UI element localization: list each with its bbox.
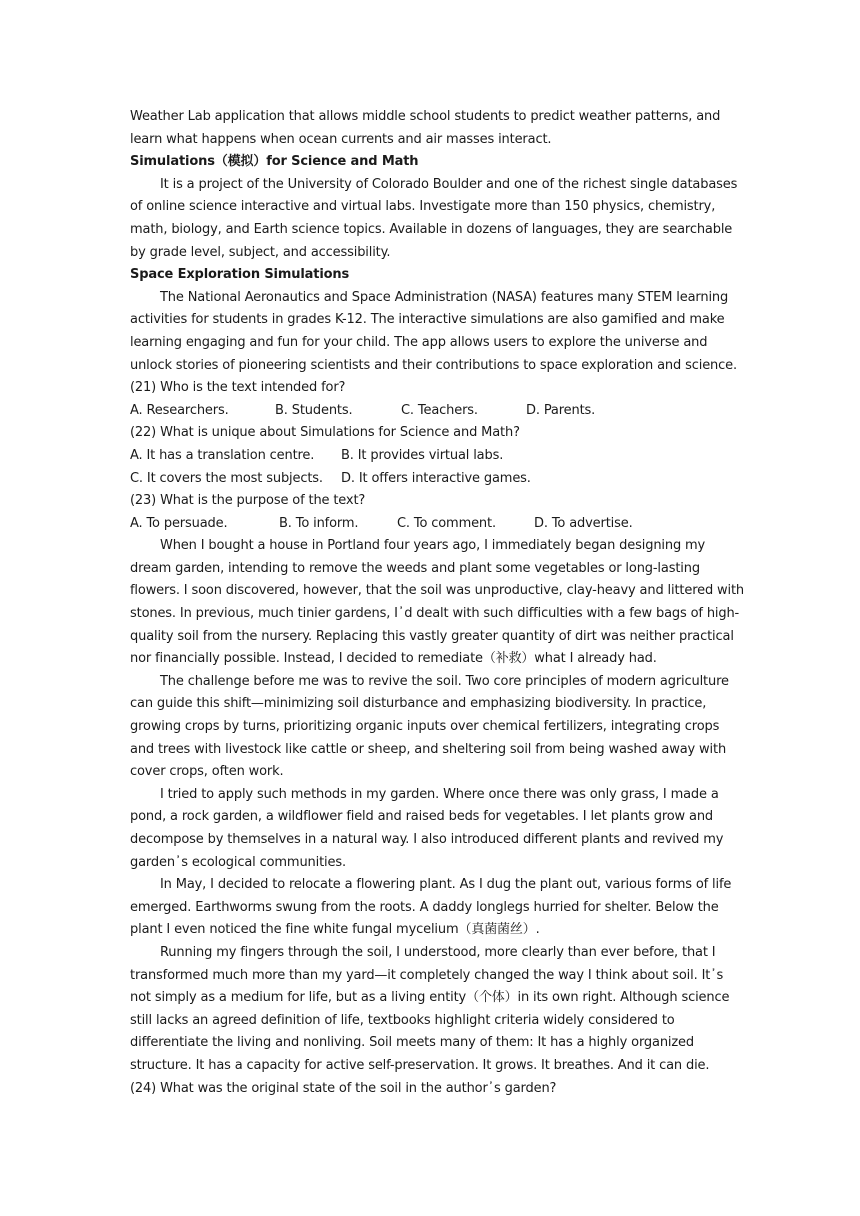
section-heading-space: Space Exploration Simulations	[130, 267, 350, 283]
question-21-options	[130, 400, 734, 423]
option-c: C. To comment.	[397, 515, 496, 531]
paragraph-1-line: quality soil from the nursery. Replacing this vastly greater quantity of dirt was neither practical	[130, 628, 734, 644]
paragraph-5-line: Running my fingers through the soil, I understood, more clearly than ever before, that I	[160, 944, 716, 960]
paragraph-2-line: cover crops, often work.	[130, 764, 284, 780]
paragraph-1-line: nor financially possible. Instead, I decided to remediate（补救）what I already had.	[130, 651, 657, 667]
paragraph-2-line: The challenge before me was to revive the soil. Two core principles of modern agriculture	[160, 673, 729, 689]
question-21: (21) Who is the text intended for?	[130, 380, 346, 396]
option-d: D. It offers interactive games.	[341, 470, 531, 486]
sim-para-line: of online science interactive and virtual labs. Investigate more than 150 physics, chemistry,	[130, 199, 716, 215]
option-b: B. It provides virtual labs.	[341, 447, 504, 463]
sim-para-line: by grade level, subject, and accessibility.	[130, 244, 391, 260]
question-23: (23) What is the purpose of the text?	[130, 493, 366, 509]
option-a: A. Researchers.	[130, 402, 229, 418]
paragraph-2-line: and trees with livestock like cattle or sheep, and sheltering soil from being washed away with	[130, 741, 727, 757]
paragraph-1-line: stones. In previous, much tinier gardens, I᾿d dealt with such difficulties with a few bags of high-	[130, 606, 740, 622]
sim-para-line: math, biology, and Earth science topics. Available in dozens of languages, they are searchable	[130, 221, 733, 237]
question-24: (24) What was the original state of the soil in the author᾿s garden?	[130, 1080, 557, 1096]
paragraph-5-line: transformed much more than my yard—it completely changed the way I think about soil. It᾿s	[130, 967, 724, 983]
option-a: A. To persuade.	[130, 515, 228, 531]
paragraph-3-line: pond, a rock garden, a wildflower field and raised beds for vegetables. I let plants grow and	[130, 809, 714, 825]
space-para-line: unlock stories of pioneering scientists and their contributions to space exploration and science.	[130, 357, 737, 373]
option-b: B. To inform.	[279, 515, 359, 531]
space-para-line: The National Aeronautics and Space Administration (NASA) features many STEM learning	[160, 289, 729, 305]
paragraph-4-line: In May, I decided to relocate a flowering plant. As I dug the plant out, various forms of life	[160, 877, 732, 893]
intro-line-1: Weather Lab application that allows middle school students to predict weather patterns, and	[130, 109, 721, 124]
option-c: C. Teachers.	[401, 402, 478, 418]
paragraph-2-line: growing crops by turns, prioritizing organic inputs over chemical fertilizers, integrating crops	[130, 719, 720, 735]
space-para-line: activities for students in grades K-12. The interactive simulations are also gamified and make	[130, 312, 725, 328]
space-para-line: learning engaging and fun for your child. The app allows users to explore the universe and	[130, 334, 708, 350]
paragraph-4-line: plant I even noticed the fine white fungal mycelium（真菌菌丝）.	[130, 922, 540, 938]
paragraph-3-line: garden᾿s ecological communities.	[130, 854, 346, 870]
intro-line-2: learn what happens when ocean currents and air masses interact.	[130, 131, 552, 147]
paragraph-3-line: I tried to apply such methods in my garden. Where once there was only grass, I made a	[160, 786, 719, 802]
paragraph-5-line: differentiate the living and nonliving. Soil meets many of them: It has a highly organized	[130, 1035, 694, 1051]
section-heading-simulations: Simulations（模拟）for Science and Math	[130, 154, 419, 170]
question-22-options-row-2	[130, 468, 734, 491]
question-22-options-row-1	[130, 445, 734, 468]
option-d: D. To advertise.	[534, 515, 633, 531]
paragraph-5-line: structure. It has a capacity for active self-preservation. It grows. It breathes. And it can die.	[130, 1057, 710, 1073]
question-22: (22) What is unique about Simulations for Science and Math?	[130, 425, 520, 441]
paragraph-1-line: dream garden, intending to remove the weeds and plant some vegetables or long-lasting	[130, 560, 700, 576]
option-a: A. It has a translation centre.	[130, 447, 315, 463]
paragraph-2-line: can guide this shift—minimizing soil disturbance and emphasizing biodiversity. In practice,	[130, 696, 707, 712]
paragraph-1-line: When I bought a house in Portland four years ago, I immediately began designing my	[160, 538, 706, 554]
paragraph-5-line: still lacks an agreed definition of life, textbooks highlight criteria widely considered to	[130, 1012, 675, 1028]
paragraph-4-line: emerged. Earthworms swung from the roots. A daddy longlegs hurried for shelter. Below the	[130, 899, 719, 915]
paragraph-3-line: decompose by themselves in a natural way. I also introduced different plants and revived my	[130, 832, 724, 847]
option-d: D. Parents.	[526, 402, 596, 418]
option-b: B. Students.	[275, 402, 353, 418]
paragraph-1-line: flowers. I soon discovered, however, that the soil was unproductive, clay-heavy and littered with	[130, 583, 745, 599]
sim-para-line: It is a project of the University of Colorado Boulder and one of the richest single databases	[160, 176, 738, 192]
question-23-options	[130, 513, 734, 536]
document-page	[130, 106, 745, 1100]
option-c: C. It covers the most subjects.	[130, 470, 323, 486]
paragraph-5-line: not simply as a medium for life, but as a living entity（个体）in its own right. Although science	[130, 990, 730, 1006]
